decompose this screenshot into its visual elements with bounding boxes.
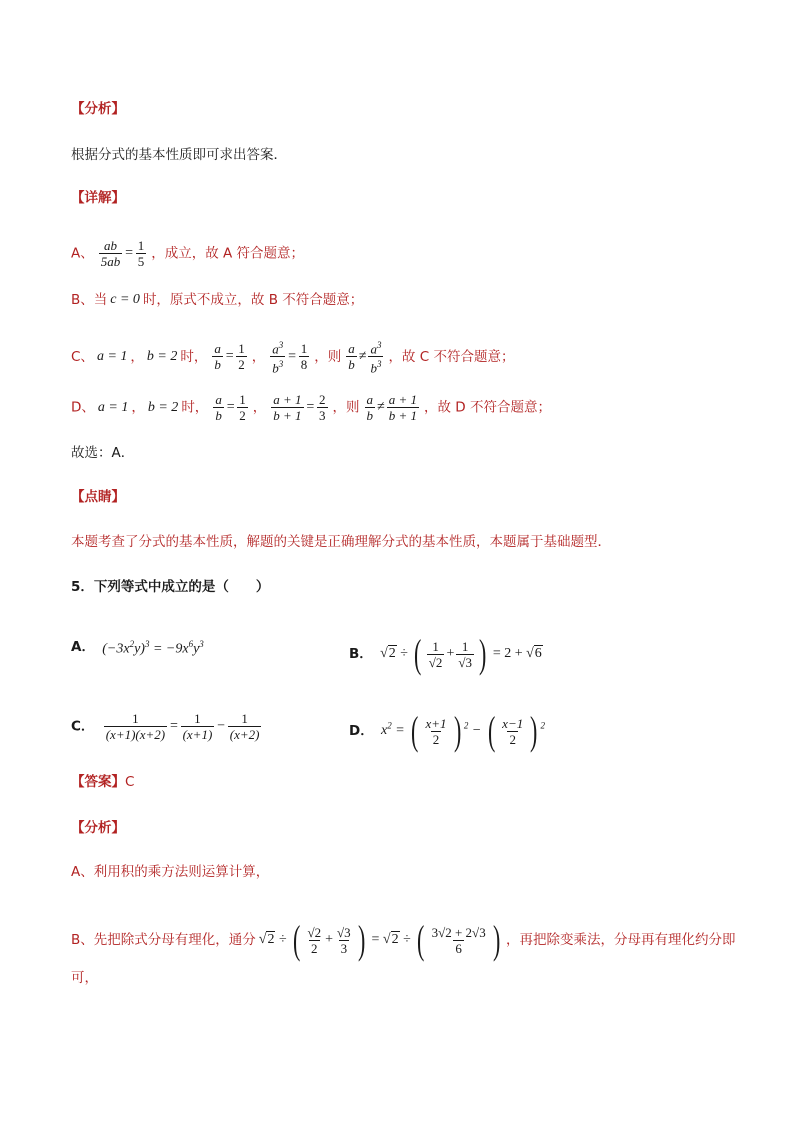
detail-heading: 【详解】: [71, 190, 125, 206]
detail-c-eq1: $\frac{a}{b}$ = $\frac{1}{2}$: [214, 341, 245, 373]
detail-c-ineq: $\frac{a}{b}$ ≠ $\frac{a^3}{b^3}$: [348, 340, 382, 376]
detail-a-prefix: A、: [71, 245, 94, 262]
detail-d-eq1: $\frac{a}{b}$ = $\frac{1}{2}$: [215, 392, 246, 423]
detail-a-suffix: ，成立，故: [151, 245, 219, 262]
option-b: B． √2 ÷ ( $\frac{1}{√2}$ + $\frac{1}{√3}$ ) = 2 + √6: [349, 631, 542, 676]
detail-a-equation: $\frac{ab}{5ab}$ = $\frac{1}{5}$: [100, 238, 145, 269]
answer-line: 【答案】C: [71, 774, 135, 790]
detail-option-a: A、 $\frac{ab}{5ab}$ = $\frac{1}{5}$ ，成立，故 A 符合题意；: [71, 238, 305, 269]
option-d-formula: $x^2$ = ( $\frac{x+1}{2}$ ) $^2$ − ( $\frac{x-1}{2}$ ) $^2$: [381, 708, 546, 753]
detail-choice: 故选：A．: [71, 445, 135, 461]
option-c-formula: $\frac{1}{(x+1)(x+2)}$ = $\frac{1}{(x+1)}$ − $\frac{1}{(x+2)}$: [105, 711, 260, 742]
analysis2-b-formula: √2 ÷ ( $\frac{√2}{2}$ + $\frac{√3}{3}$ ) = √2 ÷ ( $\frac{3√2 + 2√3}{6}$ ): [258, 917, 501, 962]
analysis2-b-end: 可，: [71, 970, 98, 986]
option-a: A． $(-3x^2y)^3 = -9x^6y^3$: [71, 634, 207, 660]
option-b-formula: √2 ÷ ( $\frac{1}{√2}$ + $\frac{1}{√3}$ ) = 2 + √6: [380, 631, 542, 676]
detail-d-eq2: $\frac{a + 1}{b + 1}$ = $\frac{2}{3}$: [273, 392, 326, 423]
detail-b-math: c = 0: [110, 292, 140, 307]
detail-option-c: C、 a = 1 ， b = 2 时， $\frac{a}{b}$ = $\frac{1}{2}$ ， $\frac{a^3}{b^3}$ = $\frac{1}{8}$ ，则 $\frac{a}{b}$ ≠ $\frac{a^3}{b^3}$ ，故 C 不符合题意；: [71, 340, 515, 376]
answer-value: C: [125, 774, 135, 790]
analysis-text: 根据分式的基本性质即可求出答案．: [71, 147, 287, 163]
detail-d-ineq: $\frac{a}{b}$ ≠ $\frac{a + 1}{b + 1}$: [366, 392, 417, 423]
detail-option-b: B、当 c = 0 时，原式不成立，故 B 不符合题意；: [71, 292, 364, 308]
analysis2-a: A、利用积的乘方法则运算计算，: [71, 864, 270, 880]
detail-c-eq2: $\frac{a^3}{b^3}$ = $\frac{1}{8}$: [272, 340, 308, 376]
detail-option-d: D、 a = 1 ， b = 2 时， $\frac{a}{b}$ = $\frac{1}{2}$ ， $\frac{a + 1}{b + 1}$ = $\frac{2}{3}$ ，则 $\frac{a}{b}$ ≠ $\frac{a + 1}{b + 1}$ ，故 D 不符合题意；: [71, 392, 551, 423]
analysis-heading: 【分析】: [71, 101, 125, 117]
question-title: 5．下列等式中成立的是（ ）: [71, 579, 270, 595]
comment-text: 本题考查了分式的基本性质，解题的关键是正确理解分式的基本性质，本题属于基础题型．: [71, 534, 611, 550]
comment-heading: 【点睛】: [71, 489, 125, 505]
option-d: D． $x^2$ = ( $\frac{x+1}{2}$ ) $^2$ − ( $\frac{x-1}{2}$ ) $^2$: [349, 708, 546, 753]
analysis2-heading: 【分析】: [71, 820, 125, 836]
analysis2-b: B、先把除式分母有理化，通分 √2 ÷ ( $\frac{√2}{2}$ + $\frac{√3}{3}$ ) = √2 ÷ ( $\frac{3√2 + 2√3}{6}$ ) ，再把除变乘法，分母再有理化约分即: [71, 917, 736, 962]
option-a-formula: $(-3x^2y)^3 = -9x^6y^3$: [102, 639, 204, 657]
option-c: C． $\frac{1}{(x+1)(x+2)}$ = $\frac{1}{(x+1)}$ − $\frac{1}{(x+2)}$: [71, 711, 266, 742]
